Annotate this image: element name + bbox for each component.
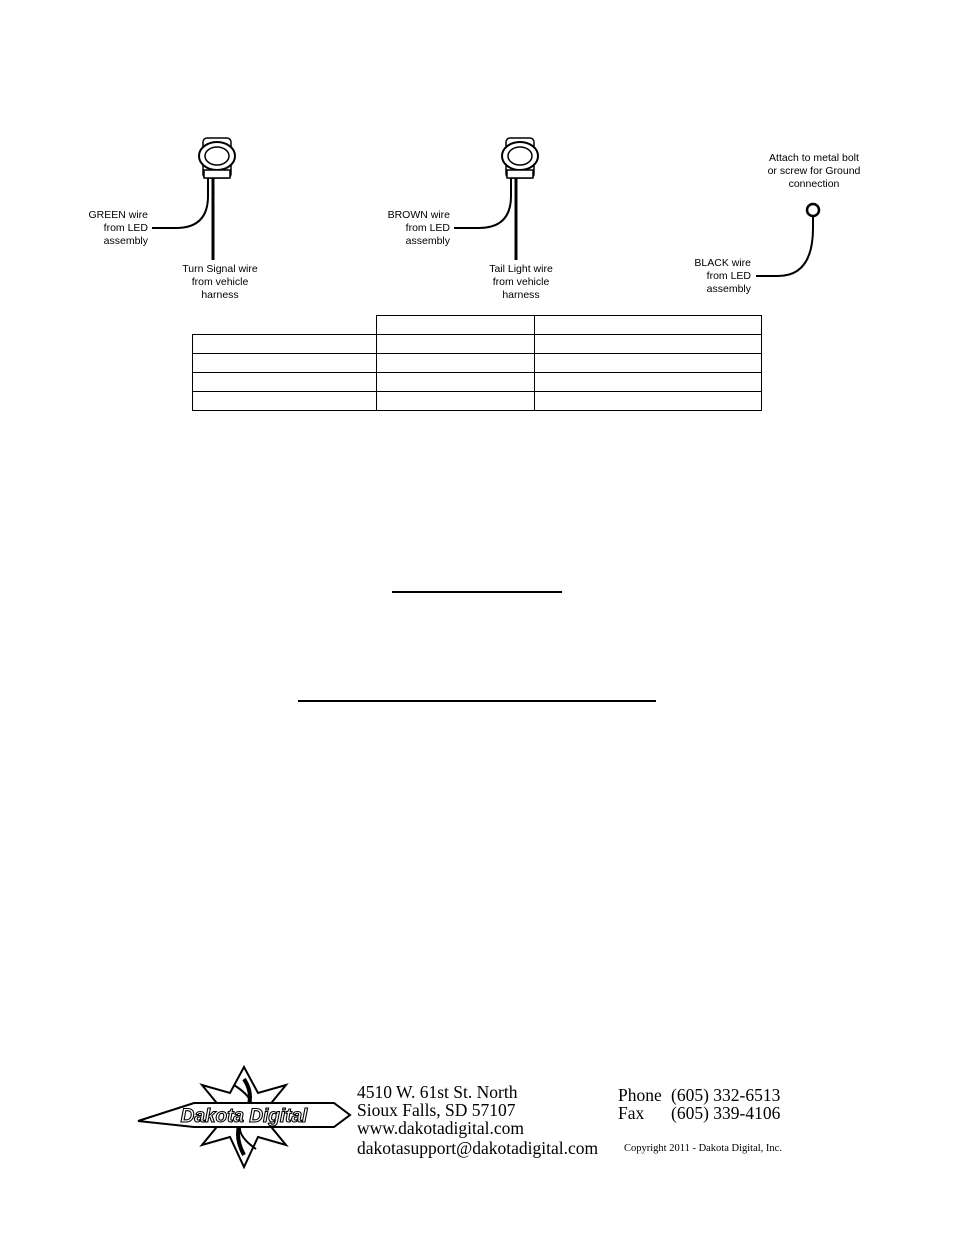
table-cell [376, 373, 534, 392]
table-cell [193, 335, 377, 354]
table-row [193, 392, 762, 411]
turn-signal-wire-label: Turn Signal wire from vehicle harness [182, 263, 258, 301]
brown-wire-label: BROWN wire from LED assembly [387, 209, 450, 247]
left-led-connector [152, 138, 235, 260]
table-cell [376, 316, 534, 335]
table-row [193, 373, 762, 392]
table-row [193, 354, 762, 373]
table-row [193, 316, 762, 335]
table-cell [534, 316, 761, 335]
tail-light-wire-label: Tail Light wire from vehicle harness [489, 263, 553, 301]
fax-label: Fax [618, 1103, 645, 1123]
table-cell [534, 335, 761, 354]
heading-underline-long [298, 700, 656, 702]
heading-underline-short [392, 591, 562, 593]
table-cell [193, 354, 377, 373]
website-link[interactable]: www.dakotadigital.com [357, 1118, 525, 1138]
email-link[interactable]: dakotasupport@dakotadigital.com [357, 1138, 599, 1158]
table-cell [376, 354, 534, 373]
ground-ring-terminal [756, 204, 819, 276]
table-cell [376, 335, 534, 354]
table-cell [193, 373, 377, 392]
logo-text: Dakota Digital [180, 1106, 308, 1127]
phone-label: Phone [618, 1085, 662, 1105]
dakota-digital-logo [134, 1063, 354, 1173]
table-cell [376, 392, 534, 411]
copyright-text: Copyright 2011 - Dakota Digital, Inc. [624, 1143, 782, 1154]
ground-connection-label: Attach to metal bolt or screw for Ground connection [767, 152, 861, 190]
table-cell [193, 392, 377, 411]
wiring-table [192, 315, 762, 411]
table-row [193, 335, 762, 354]
phone-number: (605) 332-6513 [671, 1085, 781, 1105]
address-line2: Sioux Falls, SD 57107 [357, 1100, 516, 1120]
middle-led-connector [454, 138, 538, 260]
table-cell [193, 316, 377, 335]
green-wire-label: GREEN wire from LED assembly [88, 209, 148, 247]
black-wire-label: BLACK wire from LED assembly [694, 257, 751, 295]
fax-number: (605) 339-4106 [671, 1103, 781, 1123]
address-line1: 4510 W. 61st St. North [357, 1082, 518, 1102]
table-cell [534, 354, 761, 373]
table-cell [534, 392, 761, 411]
table-cell [534, 373, 761, 392]
